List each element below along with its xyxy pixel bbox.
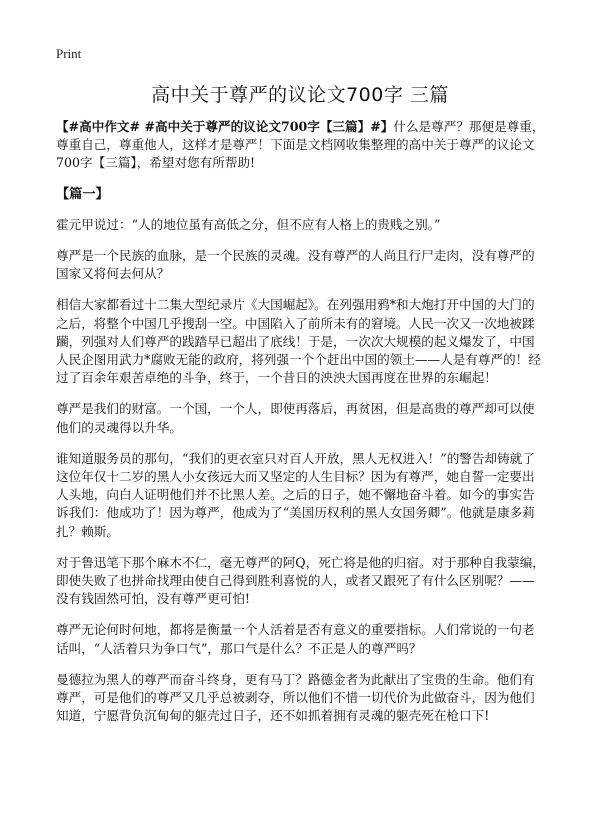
paragraph-8: 曼德拉为黑人的尊严而奋斗终身，更有马丁？路德金者为此献出了宝贵的生命。他们有尊严，可是他们的尊严又几乎总被剥夺，所以他们不惜一切代价为此做奋斗，因为他们知道，宁愿背负沉甸甸的躯壳过日子，还不如抓着拥有灵魂的躯壳死在枪口下! <box>56 671 535 724</box>
section-heading: 【篇一】 <box>56 186 109 202</box>
intro-text: 什么是尊严？那便是尊重，尊重自己，尊重他人，这样才是尊严！下面是文档网收集整理的高中关于尊严的议论文700字【三篇】，希望对您有所帮助! <box>56 119 545 171</box>
paragraph-7: 尊严无论何时何地，都将是衡量一个人活着是否有意义的重要指标。人们常说的一句老话叫，“人活着只为争口气”，那口气是什么？不正是人的尊严吗？ <box>56 622 535 656</box>
paragraph-2: 尊严是一个民族的血脉，是一个民族的灵魂。没有尊严的人尚且行尸走肉，没有尊严的国家又将何去何从？ <box>56 248 535 282</box>
paragraph-6: 对于鲁迅笔下那个麻木不仁，毫无尊严的阿Q，死亡将是他的归宿。对于那种自我蒙编，即使失败了也拼命找理由使自己得到胜利喜悦的人，或者又跟死了有什么区别呢？——没有钱固然可怕，没有尊严更可怕! <box>56 554 545 607</box>
paragraph-4: 尊严是我们的财富。一个国，一个人，即使再落后，再贫困，但是高贵的尊严却可以使他们的灵魂得以升华。 <box>56 401 535 435</box>
paragraph-3: 相信大家都看过十二集大型纪录片《大国崛起》。在列强用鸦*和大炮打开中国的大门的之后，将整个中国几乎搜刮一空。中国陷入了前所未有的窘境。人民一次又一次地被蹂躏，列强对人们尊严的践踏早已超出了底线！于是，一次次大规模的起义爆发了，中国人民企图用武力*腐败无能的政府，将列强一个个赶出中国的领土——人是有尊严的！经过了百余年艰苦卓绝的斗争，终于，一个昔日的泱泱大国再度在世界的东崛起！ <box>56 297 541 386</box>
intro-tag-text: 【#高中作文# #高中关于尊严的议论文700字【三篇】#】 <box>56 119 394 134</box>
paragraph-5: 谁知道服务员的那句，“我们的更衣室只对百人开放，黑人无权进入！”的警告却铸就了这位年仅十二岁的黑人小女孩远大而又坚定的人生目标？因为有尊严，她自誓一定要出人头地，向白人证明他们并不比黑人差。之后的日子，她不懈地奋斗着。如今的事实告诉我们：他成功了！因为尊严，他成为了“美国历权利的黑人女国务卿”。他就是康多莉扎？赖斯。 <box>56 450 535 539</box>
document-title: 高中关于尊严的议论文700字 三篇 <box>151 84 449 106</box>
intro-paragraph <box>56 118 546 173</box>
print-label: Print <box>56 46 82 61</box>
document-body <box>56 118 546 738</box>
paragraph-1: 霍元甲说过：“人的地位虽有高低之分，但不应有人格上的贵贱之别。” <box>56 216 441 232</box>
